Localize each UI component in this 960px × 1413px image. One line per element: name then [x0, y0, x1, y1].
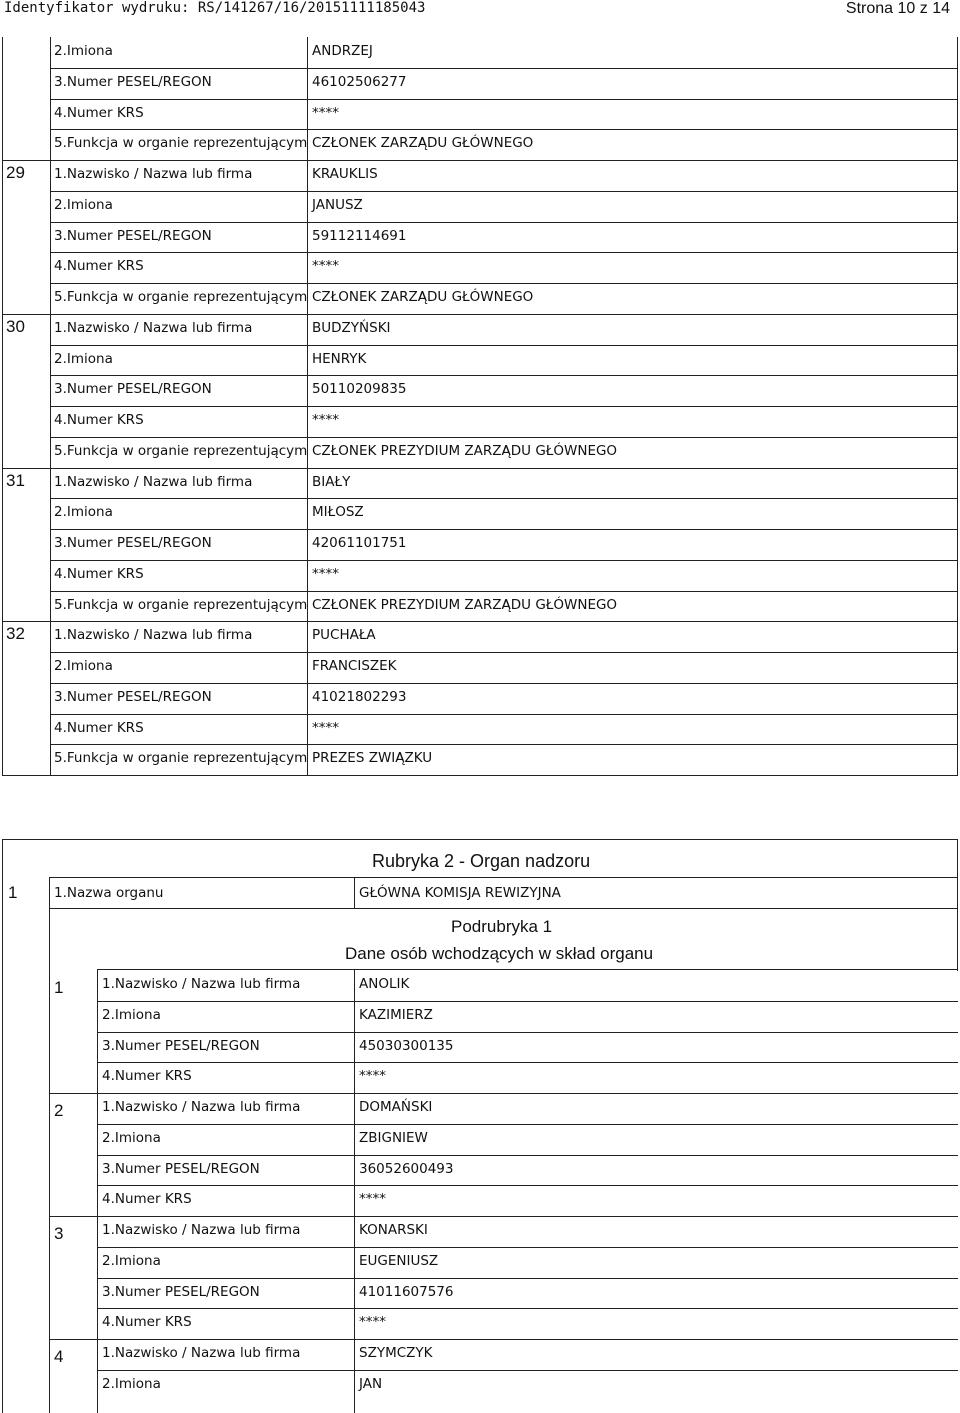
field-label: 3.Numer PESEL/REGON [102, 1161, 260, 1177]
table-row [0, 560, 960, 591]
table-border [957, 908, 958, 970]
entry-number: 30 [6, 317, 25, 336]
table-row [0, 222, 960, 253]
field-label: 2.Imiona [54, 197, 113, 213]
field-label: 4.Numer KRS [102, 1068, 192, 1084]
table-row [0, 1247, 960, 1278]
field-label: 4.Numer KRS [54, 105, 144, 121]
table-row [0, 1185, 960, 1216]
section-index: 1 [8, 883, 18, 902]
table-row [0, 375, 960, 406]
table-row [0, 437, 960, 468]
organ-name-label: 1.Nazwa organu [54, 885, 164, 901]
field-label: 2.Imiona [54, 658, 113, 674]
table-border [49, 877, 958, 878]
field-value: CZŁONEK ZARZĄDU GŁÓWNEGO [312, 289, 534, 305]
table-row [0, 283, 960, 314]
field-value: ANOLIK [359, 976, 410, 992]
field-value: 36052600493 [359, 1161, 454, 1177]
field-value: **** [312, 412, 339, 428]
field-label: 3.Numer PESEL/REGON [102, 1038, 260, 1054]
field-value: 45030300135 [359, 1038, 454, 1054]
field-label: 1.Nazwisko / Nazwa lub firma [54, 320, 253, 336]
field-value: **** [312, 258, 339, 274]
field-value: 59112114691 [312, 228, 407, 244]
subsection-title: Podrubryka 1 [451, 917, 553, 936]
page-header [0, 0, 960, 20]
field-value: KONARSKI [359, 1222, 428, 1238]
field-label: 1.Nazwisko / Nazwa lub firma [102, 1099, 301, 1115]
field-value: **** [312, 105, 339, 121]
field-value: KRAUKLIS [312, 166, 378, 182]
field-value: JAN [359, 1376, 383, 1392]
field-value: BIAŁY [312, 474, 351, 490]
table-row [0, 1001, 960, 1032]
field-value: 41011607576 [359, 1284, 454, 1300]
field-label: 4.Numer KRS [102, 1314, 192, 1330]
table-row [0, 1339, 960, 1370]
table-row [0, 1062, 960, 1093]
table-row [0, 252, 960, 283]
member-number: 2 [54, 1101, 64, 1120]
field-label: 4.Numer KRS [54, 566, 144, 582]
table-row [0, 37, 960, 68]
field-value: PUCHAŁA [312, 627, 376, 643]
table-row [0, 129, 960, 160]
entry-number: 32 [6, 624, 25, 643]
table-row [0, 1216, 960, 1247]
table-row [0, 970, 960, 1001]
field-value: KAZIMIERZ [359, 1007, 433, 1023]
field-label: 3.Numer PESEL/REGON [54, 381, 212, 397]
field-value: **** [359, 1191, 386, 1207]
field-label: 1.Nazwisko / Nazwa lub firma [54, 166, 253, 182]
table-row [0, 591, 960, 622]
table-row [0, 529, 960, 560]
field-label: 1.Nazwisko / Nazwa lub firma [102, 976, 301, 992]
field-label: 5.Funkcja w organie reprezentującym [54, 597, 308, 613]
organ-name-value: GŁÓWNA KOMISJA REWIZYJNA [359, 885, 561, 901]
field-label: 1.Nazwisko / Nazwa lub firma [54, 627, 253, 643]
field-value: DOMAŃSKI [359, 1099, 433, 1115]
table-row [0, 1155, 960, 1186]
field-label: 5.Funkcja w organie reprezentującym [54, 750, 308, 766]
field-value: CZŁONEK ZARZĄDU GŁÓWNEGO [312, 135, 534, 151]
table-row [0, 498, 960, 529]
table-border [49, 908, 958, 909]
field-label: 2.Imiona [54, 43, 113, 59]
table-row [0, 99, 960, 130]
field-value: SZYMCZYK [359, 1345, 433, 1361]
field-label: 3.Numer PESEL/REGON [54, 689, 212, 705]
subsection-subtitle: Dane osób wchodzących w skład organu [345, 944, 654, 963]
table-border [354, 877, 355, 909]
table-border [957, 877, 958, 909]
print-identifier: Identyfikator wydruku: RS/141267/16/20151111185043 [4, 0, 426, 16]
field-value: EUGENIUSZ [359, 1253, 439, 1269]
field-value: CZŁONEK PREZYDIUM ZARZĄDU GŁÓWNEGO [312, 597, 618, 613]
field-value: FRANCISZEK [312, 658, 397, 674]
table-row [0, 683, 960, 714]
table-row [0, 1370, 960, 1401]
field-label: 2.Imiona [102, 1130, 161, 1146]
table-border [2, 839, 958, 840]
field-value: 50110209835 [312, 381, 407, 397]
field-label: 4.Numer KRS [54, 412, 144, 428]
field-value: **** [312, 566, 339, 582]
member-number: 3 [54, 1224, 64, 1243]
section-title: Rubryka 2 - Organ nadzoru [372, 851, 591, 871]
field-value: 42061101751 [312, 535, 407, 551]
table-row [0, 191, 960, 222]
table-row [0, 1093, 960, 1124]
field-label: 3.Numer PESEL/REGON [102, 1284, 260, 1300]
table-border [2, 775, 958, 776]
field-value: 46102506277 [312, 74, 407, 90]
member-number: 1 [54, 978, 64, 997]
table-row [0, 1308, 960, 1339]
field-value: HENRYK [312, 351, 367, 367]
table-row [0, 1032, 960, 1063]
field-label: 5.Funkcja w organie reprezentującym [54, 443, 308, 459]
table-row [0, 621, 960, 652]
page-number: Strona 10 z 14 [845, 0, 950, 17]
field-label: 2.Imiona [54, 351, 113, 367]
field-label: 5.Funkcja w organie reprezentującym [54, 289, 308, 305]
table-row [0, 714, 960, 745]
field-label: 3.Numer PESEL/REGON [54, 74, 212, 90]
field-value: MIŁOSZ [312, 504, 364, 520]
field-label: 2.Imiona [102, 1007, 161, 1023]
field-value: ANDRZEJ [312, 43, 373, 59]
field-value: JANUSZ [312, 197, 363, 213]
field-value: PREZES ZWIĄZKU [312, 750, 433, 766]
entry-number: 31 [6, 471, 25, 490]
field-label: 2.Imiona [102, 1253, 161, 1269]
table-row [0, 468, 960, 499]
table-row [0, 744, 960, 775]
field-value: ZBIGNIEW [359, 1130, 428, 1146]
field-label: 2.Imiona [54, 504, 113, 520]
table-row [0, 68, 960, 99]
table-row [0, 1278, 960, 1309]
field-label: 4.Numer KRS [54, 258, 144, 274]
table-row [0, 314, 960, 345]
field-value: BUDZYŃSKI [312, 320, 391, 336]
field-label: 5.Funkcja w organie reprezentującym [54, 135, 308, 151]
field-label: 1.Nazwisko / Nazwa lub firma [54, 474, 253, 490]
field-label: 3.Numer PESEL/REGON [54, 228, 212, 244]
table-row [0, 160, 960, 191]
field-label: 3.Numer PESEL/REGON [54, 535, 212, 551]
entry-number: 29 [6, 163, 25, 182]
field-value: **** [359, 1314, 386, 1330]
field-label: 4.Numer KRS [102, 1191, 192, 1207]
table-border [957, 839, 958, 879]
field-label: 1.Nazwisko / Nazwa lub firma [102, 1222, 301, 1238]
table-row [0, 652, 960, 683]
table-row [0, 345, 960, 376]
field-label: 4.Numer KRS [54, 720, 144, 736]
field-value: **** [359, 1068, 386, 1084]
table-row [0, 1124, 960, 1155]
member-number: 4 [54, 1347, 64, 1366]
field-value: CZŁONEK PREZYDIUM ZARZĄDU GŁÓWNEGO [312, 443, 618, 459]
field-value: 41021802293 [312, 689, 407, 705]
field-label: 2.Imiona [102, 1376, 161, 1392]
field-value: **** [312, 720, 339, 736]
field-label: 1.Nazwisko / Nazwa lub firma [102, 1345, 301, 1361]
table-row [0, 406, 960, 437]
